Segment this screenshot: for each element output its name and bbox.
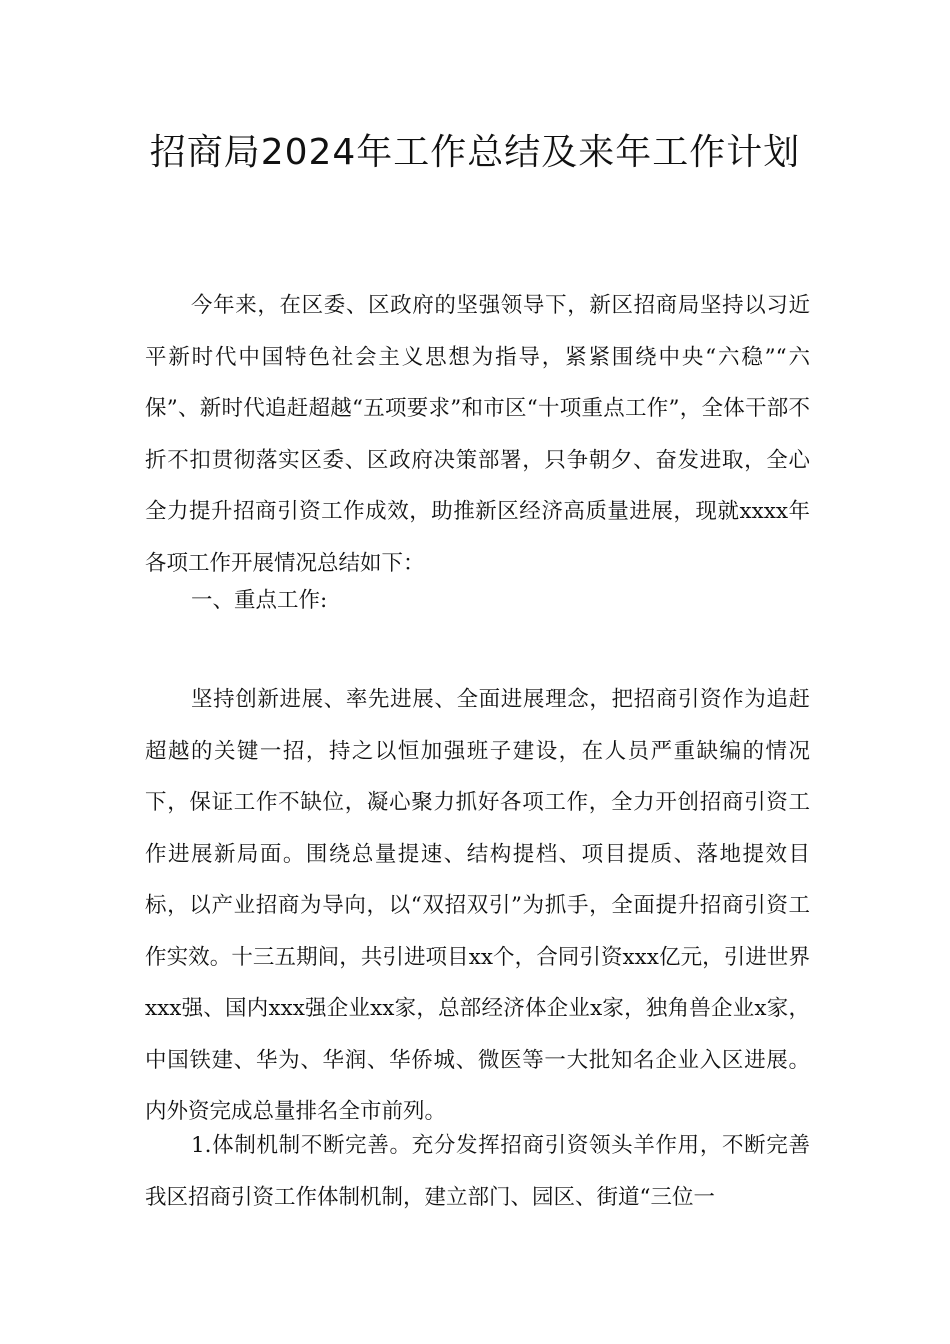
body-paragraph: 坚持创新进展、率先进展、全面进展理念，把招商引资作为追赶超越的关键一招，持之以恒加强班子建设，在人员严重缺编的情况下，保证工作不缺位，凝心聚力抓好各项工作，全力开创招商引资工作进展新局面。围绕总量提速、结构提档、项目提质、落地提效目标，以产业招商为导向，以“双招双引”为抓手，全面提升招商引资工作实效。十三五期间，共引进项目xx个，合同引资xxx亿元，引进世界xxx强、国内xxx强企业xx家，总部经济体企业x家，独角兽企业x家，中国铁建、华为、华润、华侨城、微医等一大批知名企业入区进展。内外资完成总量排名全市前列。 xyxy=(145,687,810,1124)
section-heading: 一、重点工作: xyxy=(191,588,328,613)
document-title: 招商局2024年工作总结及来年工作计划 xyxy=(149,132,801,173)
body-paragraph: 1.体制机制不断完善。充分发挥招商引资领头羊作用，不断完善我区招商引资工作体制机制，建立部门、园区、街道“三位一 xyxy=(145,1133,810,1210)
intro-paragraph: 今年来，在区委、区政府的坚强领导下，新区招商局坚持以习近平新时代中国特色社会主义思想为指导，紧紧围绕中央“六稳”“六保”、新时代追赶超越“五项要求”和市区“十项重点工作”，全体干部不折不扣贯彻落实区委、区政府决策部署，只争朝夕、奋发进取，全心全力提升招商引资工作成效，助推新区经济高质量进展，现就xxxx年各项工作开展情况总结如下： xyxy=(145,293,810,576)
